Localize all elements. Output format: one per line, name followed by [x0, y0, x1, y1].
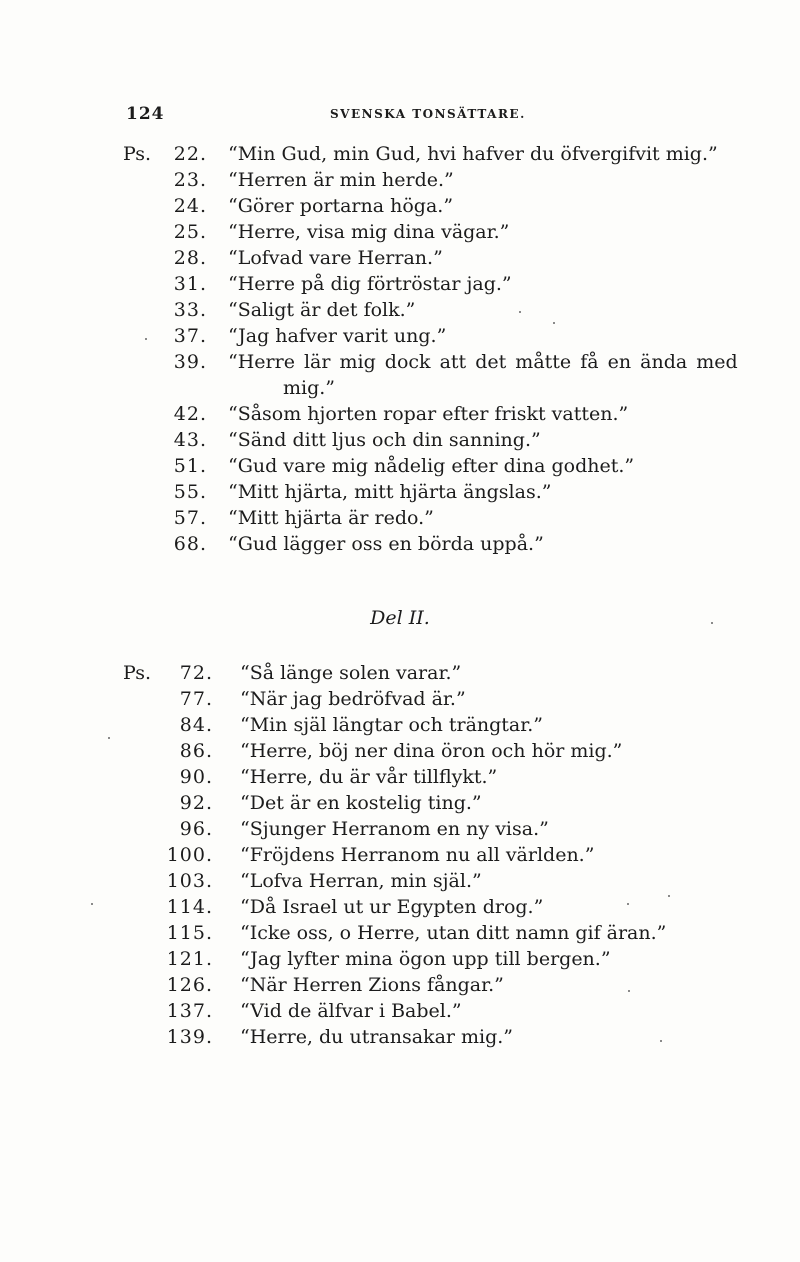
psalm-title: “Jag hafver varit ung.” [228, 325, 447, 347]
psalm-number: 100. [166, 844, 213, 866]
psalm-number: 51. [173, 455, 207, 477]
scan-speck [108, 737, 110, 739]
psalm-title: “Jag lyfter mina ögon upp till bergen.” [240, 948, 611, 970]
psalm-title: “Det är en kostelig ting.” [240, 792, 482, 814]
psalm-number: 31. [173, 273, 207, 295]
psalm-number: 28. [173, 247, 207, 269]
psalm-label: Ps. [123, 143, 152, 165]
psalm-number: 72. [179, 662, 213, 684]
psalm-title: “Gud lägger oss en börda uppå.” [228, 533, 544, 555]
scan-speck [660, 1040, 662, 1042]
psalm-number: 39. [173, 351, 207, 373]
psalm-number: 22. [173, 143, 207, 165]
psalm-title: “Min själ längtar och trängtar.” [240, 714, 544, 736]
psalm-number: 24. [173, 195, 207, 217]
psalm-title: “Saligt är det folk.” [228, 299, 416, 321]
psalm-title: “Herre, visa mig dina vägar.” [228, 221, 510, 243]
psalm-number: 23. [173, 169, 207, 191]
psalm-title: “Herre lär mig dock att det måtte få en ända med [228, 351, 738, 373]
psalm-title: “Mitt hjärta är redo.” [228, 507, 434, 529]
psalm-title: “Herre, böj ner dina öron och hör mig.” [240, 740, 623, 762]
scan-speck [668, 895, 670, 897]
psalm-number: 55. [173, 481, 207, 503]
psalm-number: 126. [166, 974, 213, 996]
scan-speck [91, 903, 93, 905]
psalm-title: “Herre, du är vår tillflykt.” [240, 766, 498, 788]
psalm-title: “Herre på dig förtröstar jag.” [228, 273, 512, 295]
psalm-title: “Vid de älfvar i Babel.” [240, 1000, 462, 1022]
psalm-title: “Såsom hjorten ropar efter friskt vatten.” [228, 403, 629, 425]
scan-speck [711, 622, 713, 624]
psalm-number: 77. [179, 688, 213, 710]
psalm-number: 92. [179, 792, 213, 814]
psalm-title: “Lofvad vare Herran.” [228, 247, 443, 269]
psalm-number: 86. [179, 740, 213, 762]
psalm-number: 114. [166, 896, 213, 918]
psalm-number: 43. [173, 429, 207, 451]
psalm-number: 42. [173, 403, 207, 425]
psalm-number: 84. [179, 714, 213, 736]
psalm-title-continuation: mig.” [283, 377, 336, 399]
psalm-title: “Lofva Herran, min själ.” [240, 870, 482, 892]
scan-speck [628, 990, 630, 992]
psalm-number: 139. [166, 1026, 213, 1048]
psalm-number: 96. [179, 818, 213, 840]
psalm-number: 33. [173, 299, 207, 321]
psalm-number: 103. [166, 870, 213, 892]
running-title: SVENSKA TONSÄTTARE. [330, 107, 526, 121]
scan-speck [627, 903, 629, 905]
psalm-number: 25. [173, 221, 207, 243]
psalm-title: “Fröjdens Herranom nu all världen.” [240, 844, 595, 866]
psalm-title: “Så länge solen varar.” [240, 662, 462, 684]
psalm-title: “Min Gud, min Gud, hvi hafver du öfvergifvit mig.” [228, 143, 718, 165]
psalm-title: “När Herren Zions fångar.” [240, 974, 504, 996]
psalm-number: 68. [173, 533, 207, 555]
psalm-title: “Icke oss, o Herre, utan ditt namn gif äran.” [240, 922, 667, 944]
psalm-title: “Då Israel ut ur Egypten drog.” [240, 896, 544, 918]
psalm-title: “Görer portarna höga.” [228, 195, 454, 217]
psalm-title: “Herren är min herde.” [228, 169, 454, 191]
scan-speck [145, 338, 147, 340]
psalm-title: “Sjunger Herranom en ny visa.” [240, 818, 549, 840]
psalm-number: 115. [166, 922, 213, 944]
psalm-number: 90. [179, 766, 213, 788]
page-number: 124 [126, 104, 165, 124]
section-heading: Del II. [370, 607, 430, 629]
psalm-label: Ps. [123, 662, 152, 684]
psalm-number: 137. [166, 1000, 213, 1022]
psalm-title: “När jag bedröfvad är.” [240, 688, 466, 710]
scan-speck [553, 322, 555, 324]
page-header [126, 104, 546, 128]
psalm-number: 121. [166, 948, 213, 970]
psalm-title: “Herre, du utransakar mig.” [240, 1026, 514, 1048]
psalm-number: 37. [173, 325, 207, 347]
psalm-number: 57. [173, 507, 207, 529]
scan-speck [519, 311, 521, 313]
psalm-title: “Mitt hjärta, mitt hjärta ängslas.” [228, 481, 552, 503]
psalm-title: “Gud vare mig nådelig efter dina godhet.” [228, 455, 635, 477]
psalm-title: “Sänd ditt ljus och din sanning.” [228, 429, 541, 451]
